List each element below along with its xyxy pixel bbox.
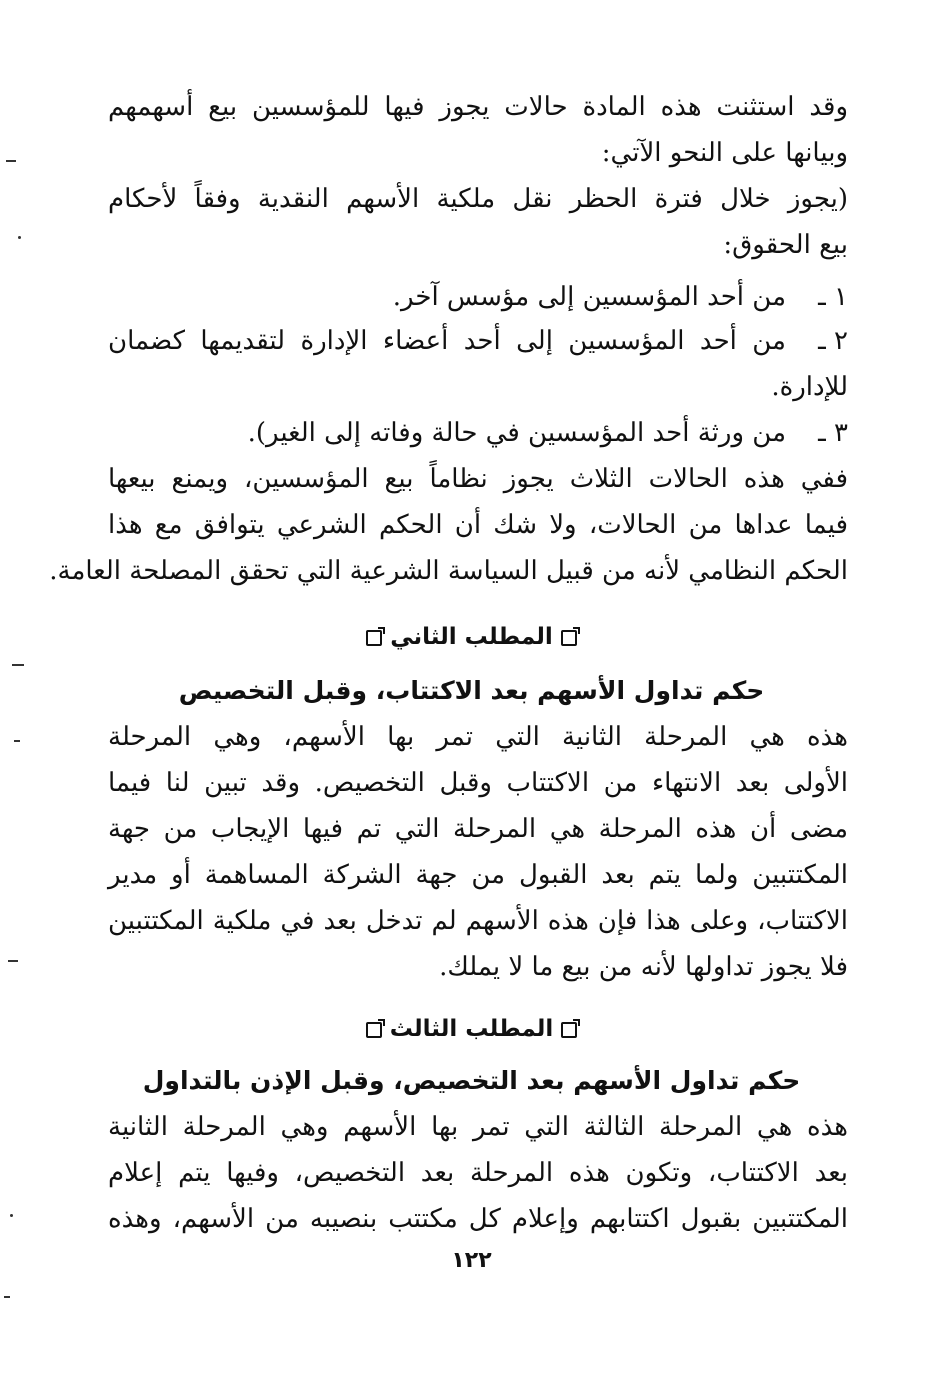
para2-line2: فيما عداها من الحالات، ولا شك أن الحكم الشرعي يتوافق مع هذا <box>108 510 848 540</box>
section2-line: فلا يجوز تداولها لأنه من بيع ما لا يملك. <box>439 952 848 982</box>
section2-line: هذه هي المرحلة الثانية التي تمر بها الأسهم، وهي المرحلة <box>108 722 848 752</box>
quote-line1: (يجوز خلال فترة الحظر نقل ملكية الأسهم النقدية وفقاً لأحكام <box>108 184 848 214</box>
list-item-text: من أحد المؤسسين إلى مؤسس آخر. <box>392 282 786 312</box>
section2-line: الأولى بعد الانتهاء من الاكتتاب وقبل التخصيص. وقد تبين لنا فيما <box>108 768 848 798</box>
list-item-1 <box>108 282 848 316</box>
margin-mark <box>14 740 20 742</box>
list-item-2-continued <box>108 372 848 406</box>
section3-line: هذه هي المرحلة الثالثة التي تمر بها الأسهم وهي المرحلة الثانية <box>108 1112 848 1142</box>
margin-mark <box>6 160 16 162</box>
margin-speck <box>18 236 21 239</box>
section2-line: المكتتبين ولما يتم بعد القبول من جهة الشركة المساهمة أو مدير <box>108 860 848 890</box>
quote-line2: بيع الحقوق: <box>723 230 848 260</box>
list-item-text: للإدارة. <box>771 372 848 402</box>
section3-line: بعد الاكتتاب، وتكون هذه المرحلة بعد التخصيص، وفيها يتم إعلام <box>108 1158 848 1188</box>
para2-line3: الحكم النظامي لأنه من قبيل السياسة الشرعية التي تحقق المصلحة العامة. <box>49 556 848 586</box>
list-item-3 <box>108 418 848 452</box>
box-icon <box>561 1022 577 1038</box>
list-item-text: من أحد المؤسسين إلى أحد أعضاء الإدارة لتقديمها كضمان <box>108 326 786 356</box>
para1-line2: وبيانها على النحو الآتي: <box>601 138 848 168</box>
section2-line: مضى أن هذه المرحلة هي المرحلة التي تم فيها الإيجاب من جهة <box>108 814 848 844</box>
list-number: ٢ ـ <box>818 326 848 356</box>
para1-line1: وقد استثنت هذه المادة حالات يجوز فيها للمؤسسين بيع أسهمهم <box>108 92 848 122</box>
box-icon <box>366 1022 382 1038</box>
margin-mark <box>8 960 18 962</box>
list-number: ٣ ـ <box>818 418 848 448</box>
section3-line: المكتتبين بقبول اكتتابهم وإعلام كل مكتتب بنصيبه من الأسهم، وهذه <box>108 1204 848 1234</box>
box-icon <box>561 630 577 646</box>
section-title: حكم تداول الأسهم بعد التخصيص، وقبل الإذن بالتداول <box>142 1066 801 1095</box>
section-label <box>0 1016 943 1042</box>
page-number: ١٢٢ <box>451 1248 492 1273</box>
para2-line1: ففي هذه الحالات الثلاث يجوز نظاماً بيع المؤسسين، ويمنع بيعها <box>108 464 848 494</box>
section-title: حكم تداول الأسهم بعد الاكتتاب، وقبل التخصيص <box>178 676 765 705</box>
section-label-text: المطلب الثاني <box>390 624 553 650</box>
list-number: ١ ـ <box>818 282 848 312</box>
box-icon <box>366 630 382 646</box>
section2-line: الاكتتاب، وعلى هذا فإن هذه الأسهم لم تدخل بعد في ملكية المكتتبين <box>108 906 848 936</box>
margin-mark <box>4 1296 10 1298</box>
margin-speck <box>10 1214 13 1217</box>
list-item-2 <box>108 326 848 360</box>
section-label-text: المطلب الثالث <box>389 1016 554 1042</box>
margin-mark <box>12 664 24 666</box>
section-label <box>0 624 943 650</box>
list-item-text: من ورثة أحد المؤسسين في حالة وفاته إلى الغير). <box>247 418 786 448</box>
